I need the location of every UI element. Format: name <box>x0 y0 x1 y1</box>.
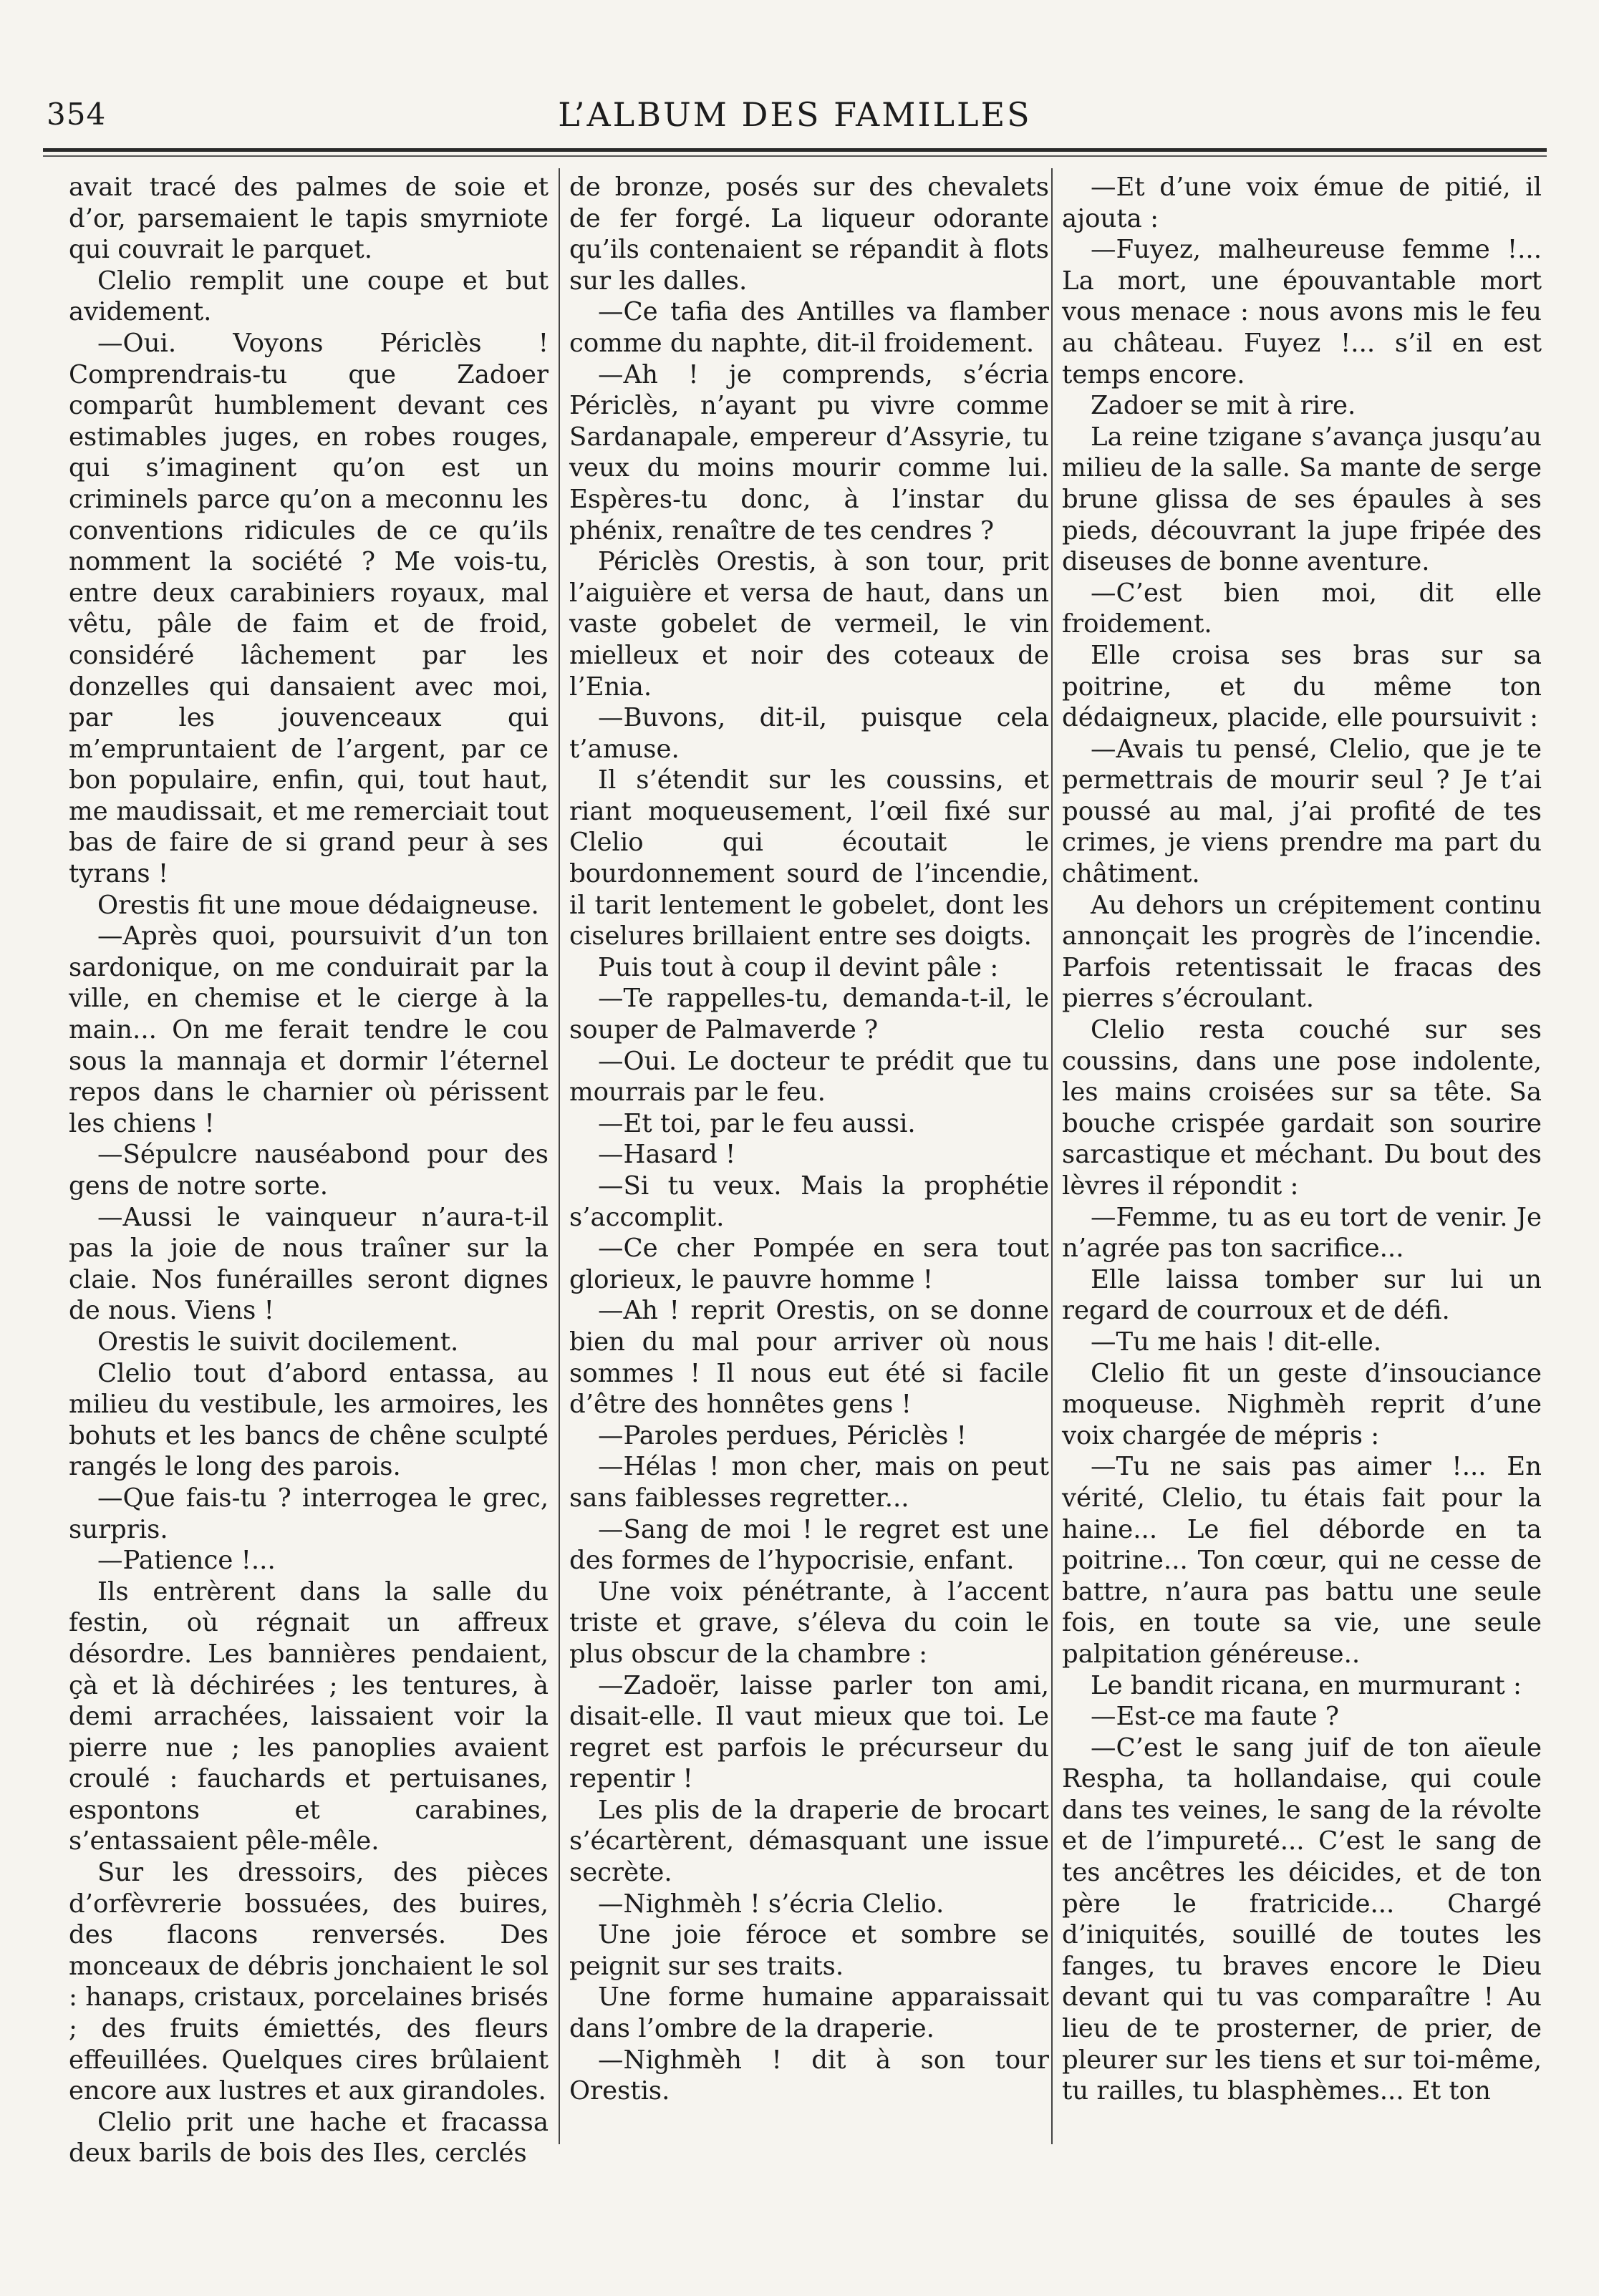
paragraph: —Buvons, dit-il, puisque cela t’amuse. <box>569 703 1049 764</box>
paragraph: —Te rappelles-tu, demanda-t-il, le souper de Palmaverde ? <box>569 984 1049 1045</box>
paragraph: Orestis le suivit docilement. <box>97 1327 459 1357</box>
paragraph: —Ce tafia des Antilles va flamber comme du naphte, dit-il froidement. <box>569 297 1049 358</box>
text-column-2 <box>569 172 1049 2148</box>
paragraph: Les plis de la draperie de brocart s’écartèrent, démasquant une issue secrète. <box>569 1795 1049 1888</box>
paragraph: —Oui. Le docteur te prédit que tu mourrais par le feu. <box>569 1046 1049 1108</box>
paragraph: Périclès Orestis, à son tour, prit l’aiguière et versa de haut, dans un vaste gobelet de vermeil, le vin mielleux et noir des coteaux de l’Enia. <box>569 547 1049 702</box>
paragraph: —Si tu veux. Mais la prophétie s’accomplit. <box>569 1171 1049 1232</box>
paragraph: —Sépulcre nauséabond pour des gens de notre sorte. <box>69 1140 549 1201</box>
paragraph: —Patience !... <box>97 1546 276 1576</box>
header-rule <box>43 148 1547 152</box>
paragraph: —Et d’une voix émue de pitié, il ajouta : <box>1062 173 1542 233</box>
paragraph: —Que fais-tu ? interrogea le grec, surpris. <box>69 1483 549 1544</box>
paragraph: Orestis fit une moue dédaigneuse. <box>97 890 539 920</box>
paragraph: Elle laissa tomber sur lui un regard de courroux et de défi. <box>1062 1264 1542 1326</box>
paragraph: —Nighmèh ! dit à son tour Orestis. <box>569 2045 1049 2106</box>
paragraph: —Tu me hais ! dit-elle. <box>1091 1327 1382 1357</box>
paragraph: —Tu ne sais pas aimer !... En vérité, Clelio, tu étais fait pour la haine... Le fiel déborde en ta poitrine... Ton cœur, qui ne cesse de battre, n’aura pas battu une seule fois, en toute sa vie, une seule palpitation généreuse.. <box>1062 1452 1542 1669</box>
text-column-3 <box>1062 172 1542 2148</box>
paragraph: —Aussi le vainqueur n’aura-t-il pas la joie de nous traîner sur la claie. Nos funérailles seront dignes de nous. Viens ! <box>69 1202 549 1326</box>
paragraph: —Sang de moi ! le regret est une des formes de l’hypocrisie, enfant. <box>569 1514 1049 1576</box>
paragraph: Elle croisa ses bras sur sa poitrine, et du même ton dédaigneux, placide, elle poursuivit : <box>1062 640 1542 733</box>
paragraph: Clelio resta couché sur ses coussins, dans une pose indolente, les mains croisées sur sa tête. Sa bouche crispée gardait son sourire sarcastique et méchant. Du bout des lèvres il répondit : <box>1062 1015 1542 1201</box>
paragraph: —Zadoër, laisse parler ton ami, disait-elle. Il vaut mieux que toi. Le regret est parfois le précurseur du repentir ! <box>569 1670 1049 1794</box>
paragraph: —Paroles perdues, Périclès ! <box>598 1420 967 1450</box>
paragraph: —Oui. Voyons Périclès ! Comprendrais-tu que Zadoer comparût humblement devant ces estimables juges, en robes rouges, qui s’imaginent qu’on est un criminels parce qu’on a meconnu les conventions ridicules de ce qu’ils nomment la société ? Me vois-tu, entre deux carabiniers royaux, mal vêtu, pâle de faim et de froid, considéré lâchement par les donzelles qui dansaient avec moi, par les jouvenceaux qui m’empruntaient de l’argent, par ce bon populaire, enfin, qui, tout haut, me maudissait, et me remerciait tout bas de faire de si grand peur à ses tyrans ! <box>69 328 549 889</box>
page-header <box>43 89 1547 140</box>
paragraph: de bronze, posés sur des chevalets de fer forgé. La liqueur odorante qu’ils contenaient se répandit à flots sur les dalles. <box>569 173 1049 296</box>
page-number: 354 <box>47 97 107 132</box>
paragraph: Clelio remplit une coupe et but avidement. <box>69 266 549 327</box>
paragraph: Clelio tout d’abord entassa, au milieu du vestibule, les armoires, les bohuts et les bancs de chêne sculpté rangés le long des parois. <box>69 1358 549 1482</box>
paragraph: —Ce cher Pompée en sera tout glorieux, le pauvre homme ! <box>569 1234 1049 1294</box>
paragraph: —Et toi, par le feu aussi. <box>598 1108 916 1138</box>
paragraph: Clelio fit un geste d’insouciance moqueuse. Nighmèh reprit d’une voix chargée de mépris : <box>1062 1358 1542 1450</box>
paragraph: Une voix pénétrante, à l’accent triste et grave, s’éleva du coin le plus obscur de la chambre : <box>569 1576 1049 1669</box>
paragraph: Au dehors un crépitement continu annonçait les progrès de l’incendie. Parfois retentissait le fracas des pierres s’écroulant. <box>1062 890 1542 1014</box>
paragraph: —Ah ! je comprends, s’écria Périclès, n’ayant pu vivre comme Sardanapale, empereur d’Assyrie, tu veux du moins mourir comme lui. Espères-tu donc, à l’instar du phénix, renaître de tes cendres ? <box>569 359 1049 546</box>
paragraph: —C’est bien moi, dit elle froidement. <box>1062 578 1542 639</box>
paragraph: Puis tout à coup il devint pâle : <box>598 952 999 982</box>
text-column-1 <box>69 172 549 2169</box>
paragraph: Le bandit ricana, en murmurant : <box>1091 1670 1522 1700</box>
column-divider-2 <box>1051 168 1053 2144</box>
paragraph: —Avais tu pensé, Clelio, que je te permettrais de mourir seul ? Je t’ai poussé au mal, j’ai profité de tes crimes, je viens prendre ma part du châtiment. <box>1062 734 1542 889</box>
paragraph: —Hasard ! <box>598 1140 736 1170</box>
paragraph: Une forme humaine apparaissait dans l’ombre de la draperie. <box>569 1982 1049 2044</box>
paragraph: Clelio prit une hache et fracassa deux barils de bois des Iles, cerclés <box>69 2107 549 2169</box>
paragraph: —Nighmèh ! s’écria Clelio. <box>598 1889 945 1919</box>
paragraph: —C’est le sang juif de ton aïeule Respha, ta hollandaise, qui coule dans tes veines, le sang de la révolte et de l’impureté... C’est le sang de tes ancêtres les déicides, et de ton père le fratricide... Chargé d’iniquités, souillé de toutes les fanges, tu braves encore le Dieu devant qui tu vas comparaître ! Au lieu de te prosterner, de prier, de pleurer sur les tiens et sur toi-même, tu railles, tu blasphèmes... Et ton <box>1062 1733 1542 2106</box>
running-title: L’ALBUM DES FAMILLES <box>558 95 1032 134</box>
header-rule-thin <box>43 155 1547 157</box>
paragraph: avait tracé des palmes de soie et d’or, parsemaient le tapis smyrniote qui couvrait le parquet. <box>69 173 549 265</box>
paragraph: Zadoer se mit à rire. <box>1091 391 1356 421</box>
paragraph: —Fuyez, malheureuse femme !... La mort, une épouvantable mort vous menace : nous avons mis le feu au château. Fuyez !... s’il en est temps encore. <box>1062 235 1542 389</box>
paragraph: —Après quoi, poursuivit d’un ton sardonique, on me conduirait par la ville, en chemise et le cierge à la main... On me ferait tendre le cou sous la mannaja et dormir l’éternel repos dans le charnier où périssent les chiens ! <box>69 921 549 1138</box>
paragraph: Ils entrèrent dans la salle du festin, où régnait un affreux désordre. Les bannières pendaient, çà et là déchirées ; les tentures, à demi arrachées, laissaient voir la pierre nue ; les panoplies avaient croulé : fauchards et pertuisanes, espontons et carabines, s’entassaient pêle-mêle. <box>69 1576 549 1856</box>
paragraph: Il s’étendit sur les coussins, et riant moqueusement, l’œil fixé sur Clelio qui écoutait le bourdonnement sourd de l’incendie, il tarit lentement le gobelet, dont les ciselures brillaient entre ses doigts. <box>569 765 1049 951</box>
paragraph: La reine tzigane s’avança jusqu’au milieu de la salle. Sa mante de serge brune glissa de ses épaules à ses pieds, découvrant la jupe fripée des diseuses de bonne aventure. <box>1062 422 1542 577</box>
paragraph: Une joie féroce et sombre se peignit sur ses traits. <box>569 1920 1049 1981</box>
paragraph: Sur les dressoirs, des pièces d’orfèvrerie bossuées, des buires, des flacons renversés. Des monceaux de débris jonchaient le sol : hanaps, cristaux, porcelaines brisés ; des fruits émiettés, des fleurs effeuillées. Quelques cires brûlaient encore aux lustres et aux girandoles. <box>69 1858 549 2106</box>
column-divider-1 <box>559 168 560 2144</box>
paragraph: —Femme, tu as eu tort de venir. Je n’agrée pas ton sacrifice... <box>1062 1202 1542 1264</box>
paragraph: —Hélas ! mon cher, mais on peut sans faiblesses regretter... <box>569 1452 1049 1513</box>
paragraph: —Est-ce ma faute ? <box>1091 1702 1339 1732</box>
paragraph: —Ah ! reprit Orestis, on se donne bien du mal pour arriver où nous sommes ! Il nous eut été si facile d’être des honnêtes gens ! <box>569 1296 1049 1420</box>
